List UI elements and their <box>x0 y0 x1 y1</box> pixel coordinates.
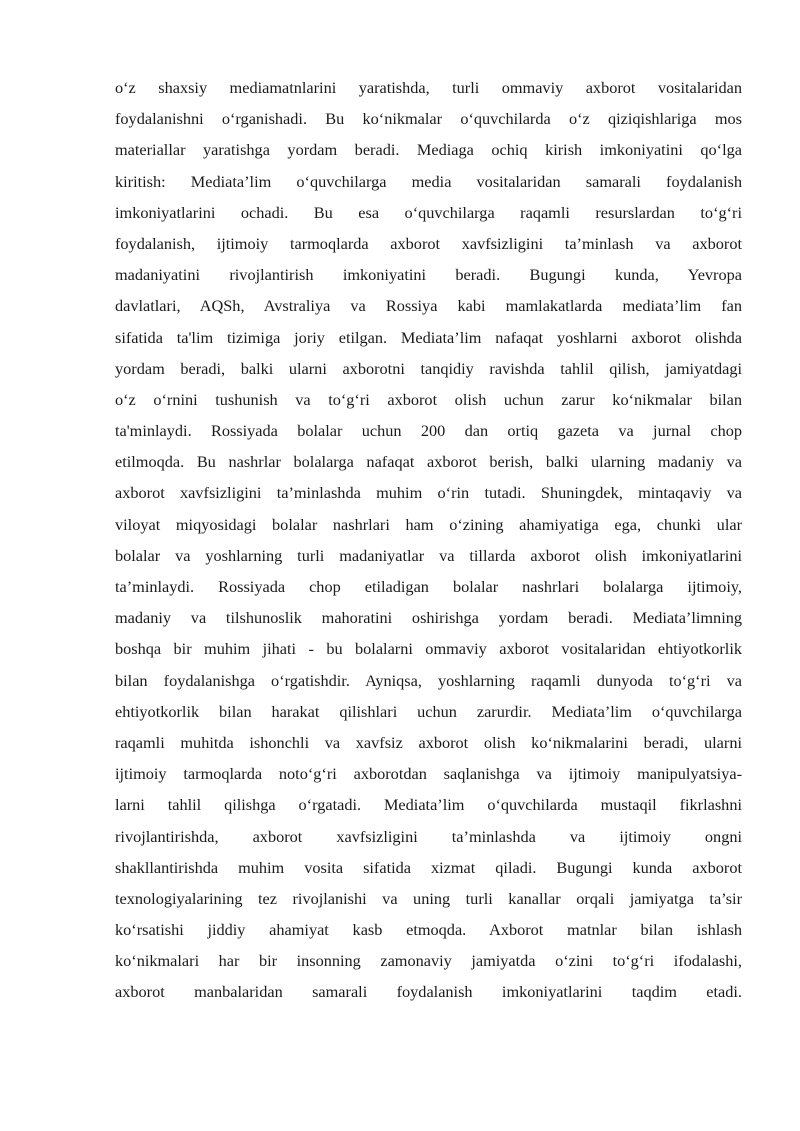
text-line: larni tahlil qilishga o‘rgatadi. Mediata’lim o‘quvchilarda mustaqil fikrlashni <box>115 795 742 815</box>
text-line: bilan foydalanishga o‘rgatishdir. Ayniqsa, yoshlarning raqamli dunyoda to‘g‘ri va <box>115 670 742 690</box>
text-line: o‘z o‘rnini tushunish va to‘g‘ri axborot olish uchun zarur ko‘nikmalar bilan <box>115 389 742 409</box>
text-line: ehtiyotkorlik bilan harakat qilishlari uchun zarurdir. Mediata’lim o‘quvchilarga <box>115 701 742 721</box>
text-line: rivojlantirishda, axborot xavfsizligini ta’minlashda va ijtimoiy ongni <box>115 826 742 846</box>
text-line: kiritish: Mediata’lim o‘quvchilarga media vositalaridan samarali foydalanish <box>115 171 742 191</box>
text-line: imkoniyatlarini ochadi. Bu esa o‘quvchilarga raqamli resurslardan to‘g‘ri <box>115 202 742 222</box>
text-line: boshqa bir muhim jihati - bu bolalarni ommaviy axborot vositalaridan ehtiyotkorlik <box>115 639 742 659</box>
text-line: raqamli muhitda ishonchli va xavfsiz axborot olish ko‘nikmalarini beradi, ularni <box>115 732 742 752</box>
text-line: axborot xavfsizligini ta’minlashda muhim o‘rin tutadi. Shuningdek, mintaqaviy va <box>115 483 742 503</box>
text-line: sifatida ta'lim tizimiga joriy etilgan. Mediata’lim nafaqat yoshlarni axborot olishda <box>115 327 742 347</box>
text-line: ko‘nikmalari har bir insonning zamonaviy jamiyatda o‘zini to‘g‘ri ifodalashi, <box>115 951 742 971</box>
text-line: davlatlari, AQSh, Avstraliya va Rossiya kabi mamlakatlarda mediata’lim fan <box>115 296 742 316</box>
text-line: madaniy va tilshunoslik mahoratini oshirishga yordam beradi. Mediata’limning <box>115 608 742 628</box>
text-line: foydalanishni o‘rganishadi. Bu ko‘nikmalar o‘quvchilarda o‘z qiziqishlariga mos <box>115 109 742 129</box>
text-line: bolalar va yoshlarning turli madaniyatlar va tillarda axborot olish imkoniyatlarini <box>115 545 742 565</box>
text-line: etilmoqda. Bu nashrlar bolalarga nafaqat axborot berish, balki ularning madaniy va <box>115 452 742 472</box>
text-line: ko‘rsatishi jiddiy ahamiyat kasb etmoqda. Axborot matnlar bilan ishlash <box>115 920 742 940</box>
text-line: shakllantirishda muhim vosita sifatida xizmat qiladi. Bugungi kunda axborot <box>115 857 742 877</box>
text-line: ta’minlaydi. Rossiyada chop etiladigan bolalar nashrlari bolalarga ijtimoiy, <box>115 577 742 596</box>
text-line: materiallar yaratishga yordam beradi. Mediaga ochiq kirish imkoniyatini qo‘lga <box>115 140 742 160</box>
body-paragraph <box>115 72 742 1008</box>
text-line: viloyat miqyosidagi bolalar nashrlari ham o‘zining ahamiyatiga ega, chunki ular <box>115 514 742 534</box>
text-line: yordam beradi, balki ularni axborotni tanqidiy ravishda tahlil qilish, jamiyatdagi <box>115 358 742 378</box>
text-line: foydalanish, ijtimoiy tarmoqlarda axborot xavfsizligini ta’minlash va axborot <box>115 233 742 253</box>
text-line: o‘z shaxsiy mediamatnlarini yaratishda, turli ommaviy axborot vositalaridan <box>115 78 742 97</box>
text-line: texnologiyalarining tez rivojlanishi va uning turli kanallar orqali jamiyatga ta’sir <box>115 888 742 908</box>
text-line: ta'minlaydi. Rossiyada bolalar uchun 200 dan ortiq gazeta va jurnal chop <box>115 421 742 441</box>
text-line: madaniyatini rivojlantirish imkoniyatini beradi. Bugungi kunda, Yevropa <box>115 265 742 285</box>
text-line: axborot manbalaridan samarali foydalanish imkoniyatlarini taqdim etadi. <box>115 982 742 1002</box>
text-line: ijtimoiy tarmoqlarda noto‘g‘ri axborotdan saqlanishga va ijtimoiy manipulyatsiya- <box>115 764 742 784</box>
